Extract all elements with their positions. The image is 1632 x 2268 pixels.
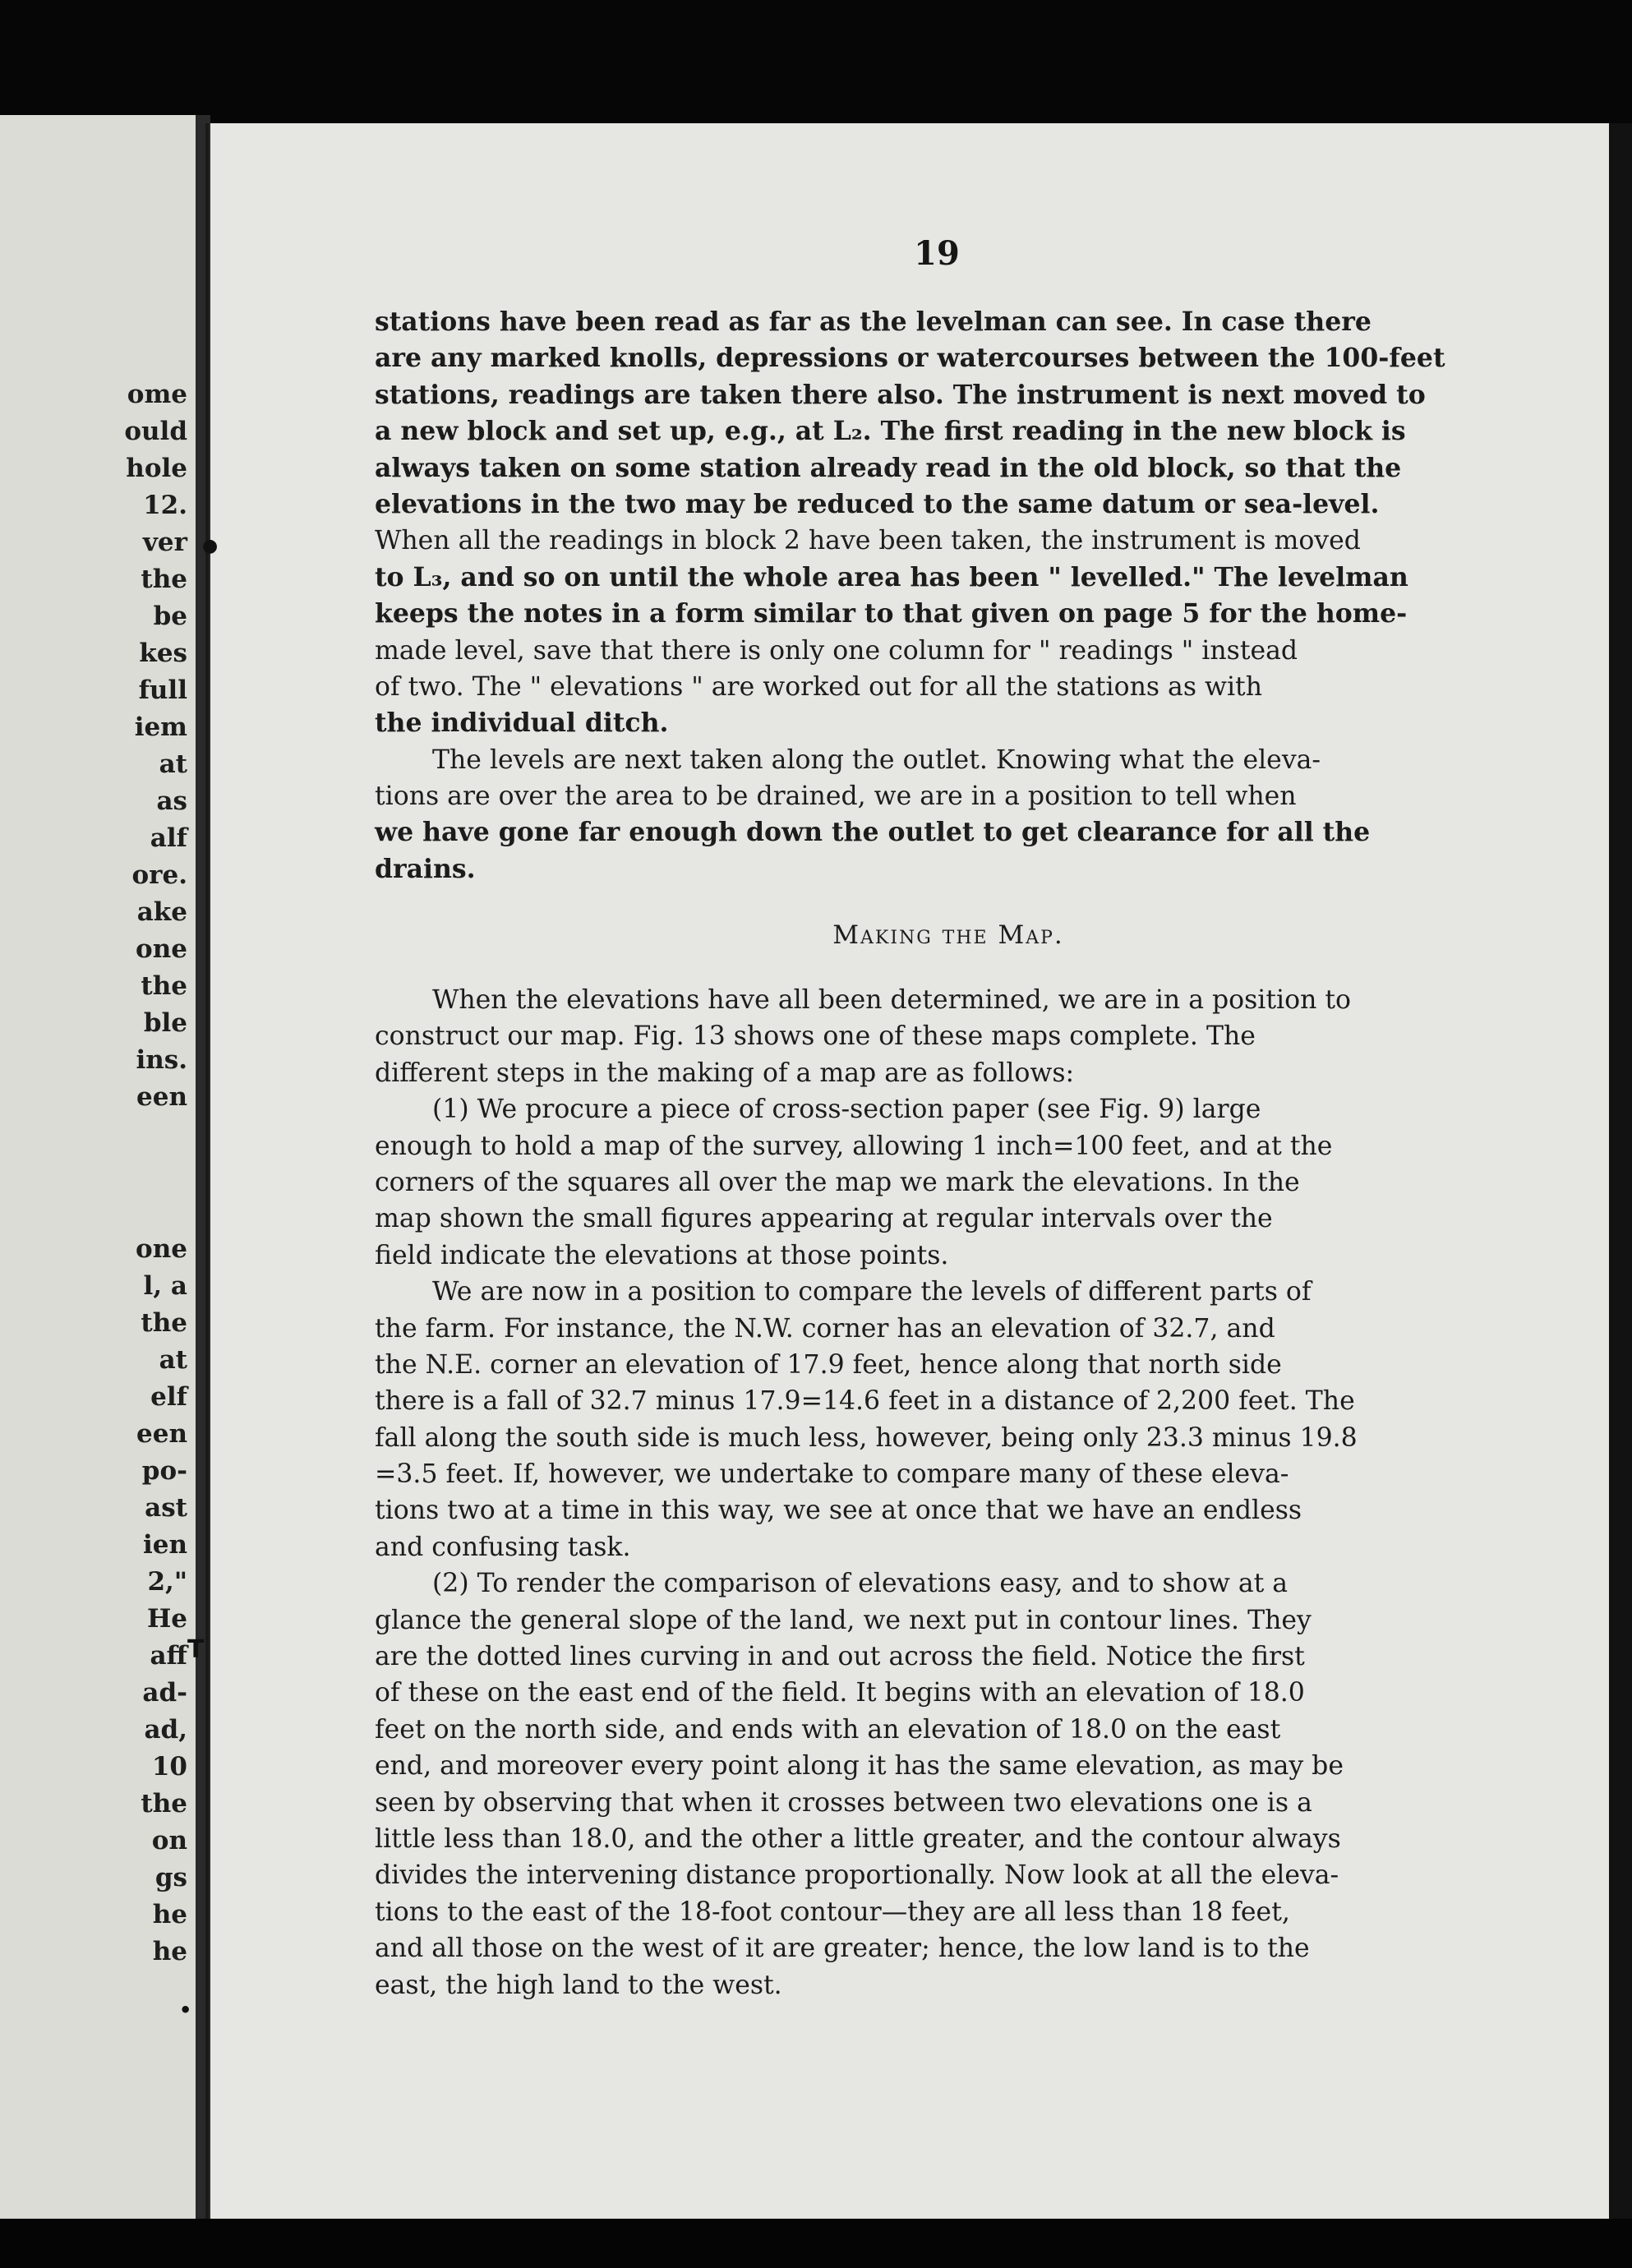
text-line: (1) We procure a piece of cross-section paper (see Fig. 9) large	[432, 1095, 1261, 1125]
text-line: tions to the east of the 18-foot contour—they are all less than 18 feet,	[375, 1897, 1290, 1927]
text-line: the N.E. corner an elevation of 17.9 feet, hence along that north side	[375, 1349, 1282, 1380]
left-fragment: een	[136, 1419, 187, 1449]
text-line: drains.	[375, 853, 476, 884]
text-line: are the dotted lines curving in and out across the field. Notice the first	[375, 1642, 1305, 1672]
left-fragment: ould	[124, 417, 187, 446]
text-line: and all those on the west of it are greater; hence, the low land is to the	[375, 1934, 1310, 1964]
left-fragment: He	[146, 1604, 187, 1634]
text-line: different steps in the making of a map are as follows:	[375, 1058, 1075, 1088]
text-line: map shown the small figures appearing at regular intervals over the	[375, 1204, 1273, 1234]
text-line: and confusing task.	[375, 1532, 631, 1562]
text-line: made level, save that there is only one column for " readings " instead	[375, 635, 1298, 666]
text-line: feet on the north side, and ends with an elevation of 18.0 on the east	[375, 1714, 1281, 1745]
text-line: of these on the east end of the field. It begins with an elevation of 18.0	[375, 1678, 1305, 1708]
binding-stitch-icon: T	[187, 1635, 205, 1664]
left-fragment: hole	[126, 454, 187, 483]
text-line: there is a fall of 32.7 minus 17.9=14.6 feet in a distance of 2,200 feet. The	[375, 1386, 1355, 1417]
page-number: 19	[914, 234, 960, 273]
section-making-map	[375, 982, 1522, 2003]
left-fragment: aff	[150, 1641, 187, 1671]
text-line: the individual ditch.	[375, 708, 669, 739]
text-line: glance the general slope of the land, we next put in contour lines. They	[375, 1605, 1312, 1635]
page-edge-rule	[205, 123, 209, 2227]
left-fragment: ble	[143, 1008, 187, 1038]
text-line: of two. The " elevations " are worked out for all the stations as with	[375, 671, 1262, 702]
scan-bottom-border	[0, 2219, 1632, 2268]
left-fragment: the	[141, 565, 187, 594]
left-fragment: po-	[141, 1456, 187, 1486]
left-fragment: 10	[151, 1752, 187, 1782]
text-line: keeps the notes in a form similar to that given on page 5 for the home-	[375, 598, 1408, 629]
text-line: are any marked knolls, depressions or watercourses between the 100-feet	[375, 343, 1445, 374]
left-fragment: elf	[150, 1382, 187, 1412]
left-fragment: at	[159, 749, 187, 779]
text-line: We are now in a position to compare the levels of different parts of	[432, 1277, 1312, 1307]
binding-dot-icon: ●	[202, 536, 219, 556]
left-fragment: l, a	[143, 1271, 187, 1301]
left-fragment: iem	[134, 712, 187, 742]
text-line: (2) To render the comparison of elevations easy, and to show at a	[432, 1569, 1289, 1599]
left-fragment: the	[141, 1789, 187, 1819]
left-fragment: on	[151, 1826, 187, 1855]
left-fragment: ver	[142, 528, 187, 557]
text-line: When all the readings in block 2 have been taken, the instrument is moved	[375, 526, 1361, 556]
text-line: enough to hold a map of the survey, allowing 1 inch=100 feet, and at the	[375, 1131, 1333, 1161]
paragraph-levelling	[375, 304, 1522, 887]
text-line: we have gone far enough down the outlet to get clearance for all the	[375, 817, 1371, 848]
text-line: elevations in the two may be reduced to the same datum or sea-level.	[375, 488, 1380, 519]
text-line: fall along the south side is much less, however, being only 23.3 minus 19.8	[375, 1422, 1358, 1453]
text-line: divides the intervening distance proportionally. Now look at all the eleva-	[375, 1860, 1339, 1891]
text-line: end, and moreover every point along it has the same elevation, as may be	[375, 1751, 1344, 1782]
left-fragment: 2,"	[147, 1567, 187, 1597]
text-line: construct our map. Fig. 13 shows one of these maps complete. The	[375, 1021, 1256, 1052]
left-fragment: the	[141, 1308, 187, 1338]
text-line: a new block and set up, e.g., at L₂. The first reading in the new block is	[375, 416, 1406, 447]
text-line: always taken on some station already read in the old block, so that the	[375, 452, 1402, 483]
text-line: little less than 18.0, and the other a little greater, and the contour always	[375, 1823, 1341, 1854]
left-fragment: een	[136, 1082, 187, 1112]
left-fragment: 12.	[143, 491, 187, 520]
left-fragment: ad-	[142, 1678, 187, 1708]
left-fragment: ake	[136, 897, 187, 927]
facing-page-fragment	[0, 115, 196, 2227]
text-line: to L₃, and so on until the whole area has been " levelled." The levelman	[375, 561, 1408, 592]
left-fragment: at	[159, 1345, 187, 1375]
scan-right-border	[1609, 123, 1632, 2227]
text-line: tions are over the area to be drained, we are in a position to tell when	[375, 781, 1297, 812]
left-fragment: kes	[139, 638, 187, 668]
left-fragment: alf	[150, 823, 187, 853]
text-line: When the elevations have all been determined, we are in a position to	[432, 985, 1352, 1015]
text-line: The levels are next taken along the outlet. Knowing what the eleva-	[432, 744, 1321, 775]
left-fragment: one	[136, 1234, 187, 1264]
left-fragment: as	[156, 786, 187, 816]
left-fragment: ien	[142, 1530, 187, 1560]
text-line: stations have been read as far as the levelman can see. In case there	[375, 307, 1372, 337]
text-line: the farm. For instance, the N.W. corner has an elevation of 32.7, and	[375, 1313, 1275, 1344]
section-heading: Making the Map.	[832, 920, 1064, 950]
text-line: seen by observing that when it crosses between two elevations one is a	[375, 1787, 1312, 1818]
text-line: corners of the squares all over the map we mark the elevations. In the	[375, 1167, 1300, 1197]
left-fragment: one	[136, 934, 187, 964]
text-line: tions two at a time in this way, we see at once that we have an endless	[375, 1496, 1302, 1526]
left-fragment: ore.	[131, 860, 187, 890]
left-fragment: he	[152, 1937, 187, 1966]
left-fragment: gs	[154, 1863, 187, 1892]
left-fragment: ad,	[144, 1715, 187, 1745]
scan-top-border	[0, 0, 1632, 123]
text-line: stations, readings are taken there also. The instrument is next moved to	[375, 379, 1426, 410]
text-line: east, the high land to the west.	[375, 1970, 782, 2000]
text-line: field indicate the elevations at those points.	[375, 1240, 949, 1270]
left-fragment: be	[153, 602, 187, 631]
left-fragment: ome	[127, 380, 187, 409]
left-fragment: full	[138, 675, 187, 705]
left-fragment: the	[141, 971, 187, 1001]
binding-stitch-icon: •	[179, 1998, 192, 2021]
left-fragment: ast	[145, 1493, 187, 1523]
left-fragment: ins.	[136, 1045, 187, 1075]
text-line: =3.5 feet. If, however, we undertake to compare many of these eleva-	[375, 1459, 1289, 1490]
left-fragment: he	[152, 1900, 187, 1929]
